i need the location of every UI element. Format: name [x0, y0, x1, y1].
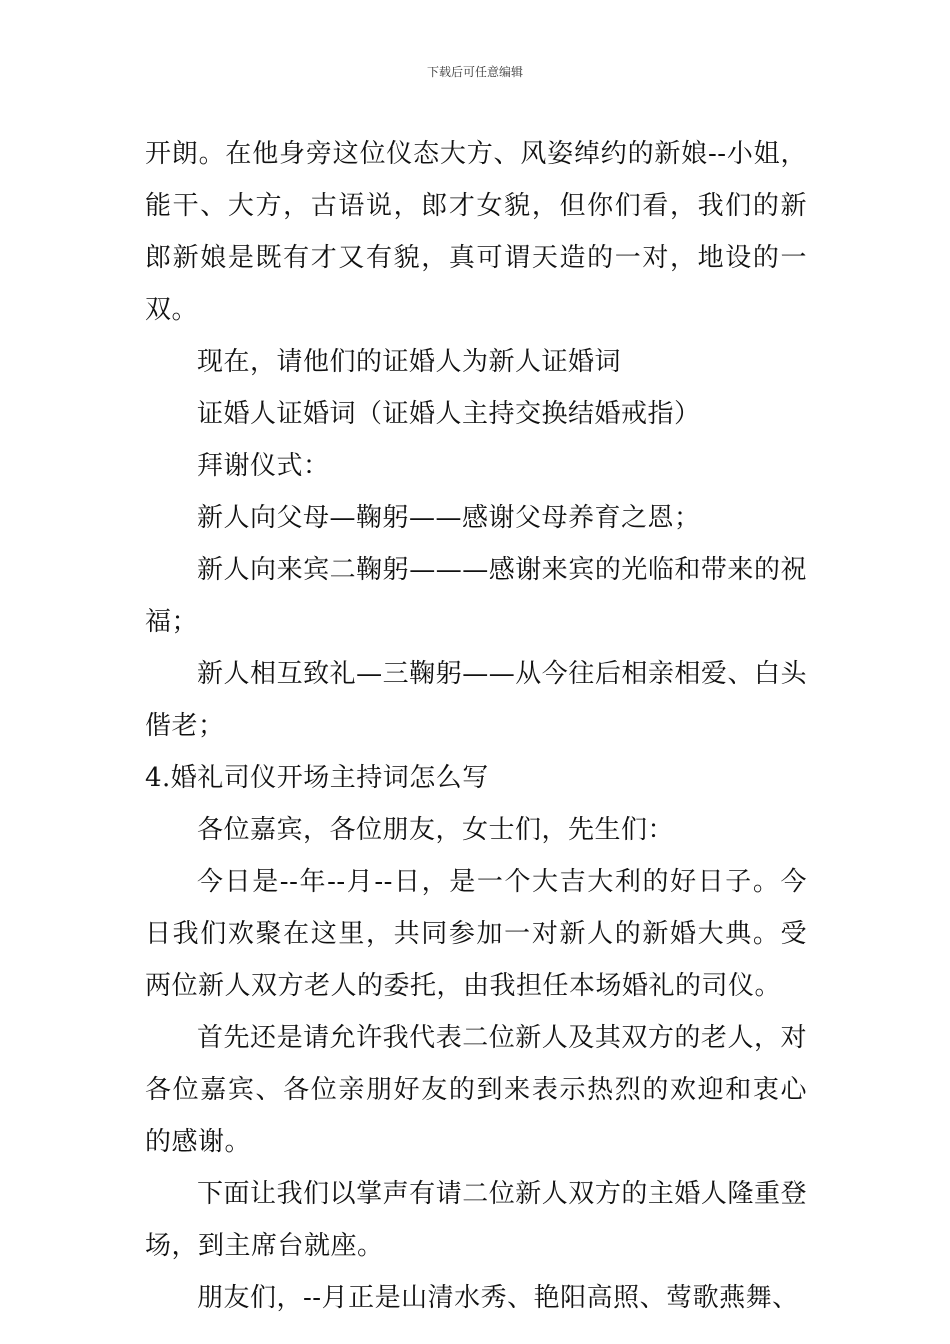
- paragraph: 今日是--年--月--日，是一个大吉大利的好日子。今日我们欢聚在这里，共同参加一对新人的新婚大典。受两位新人双方老人的委托，由我担任本场婚礼的司仪。: [145, 867, 807, 1001]
- paragraph: 开朗。在他身旁这位仪态大方、风姿绰约的新娘--小姐，能干、大方，古语说，郎才女貌，但你们看，我们的新郎新娘是既有才又有貌，真可谓天造的一对，地设的一双。: [145, 139, 807, 325]
- paragraph: 朋友们，--月正是山清水秀、艳阳高照、莺歌燕舞、: [197, 1283, 799, 1313]
- paragraph: 首先还是请允许我代表二位新人及其双方的老人，对各位嘉宾、各位亲朋好友的到来表示热烈的欢迎和衷心的感谢。: [145, 1023, 807, 1157]
- paragraph: 下面让我们以掌声有请二位新人双方的主婚人隆重登场，到主席台就座。: [145, 1179, 807, 1261]
- paragraph: 新人向父母—鞠躬——感谢父母养育之恩；: [197, 503, 701, 533]
- paragraph: 各位嘉宾，各位朋友，女士们，先生们：: [197, 815, 675, 845]
- page-header: 下载后可任意编辑: [426, 65, 523, 79]
- paragraph: 证婚人证婚词（证婚人主持交换结婚戒指）: [197, 399, 701, 429]
- paragraph: 现在，请他们的证婚人为新人证婚词: [197, 347, 622, 377]
- section-heading: 4.婚礼司仪开场主持词怎么写: [145, 763, 489, 793]
- paragraph: 新人相互致礼—三鞠躬——从今往后相亲相爱、白头偕老；: [145, 659, 807, 741]
- paragraph: 拜谢仪式：: [197, 451, 330, 481]
- document-body: [145, 128, 807, 1324]
- paragraph: 新人向来宾二鞠躬———感谢来宾的光临和带来的祝福；: [145, 555, 807, 637]
